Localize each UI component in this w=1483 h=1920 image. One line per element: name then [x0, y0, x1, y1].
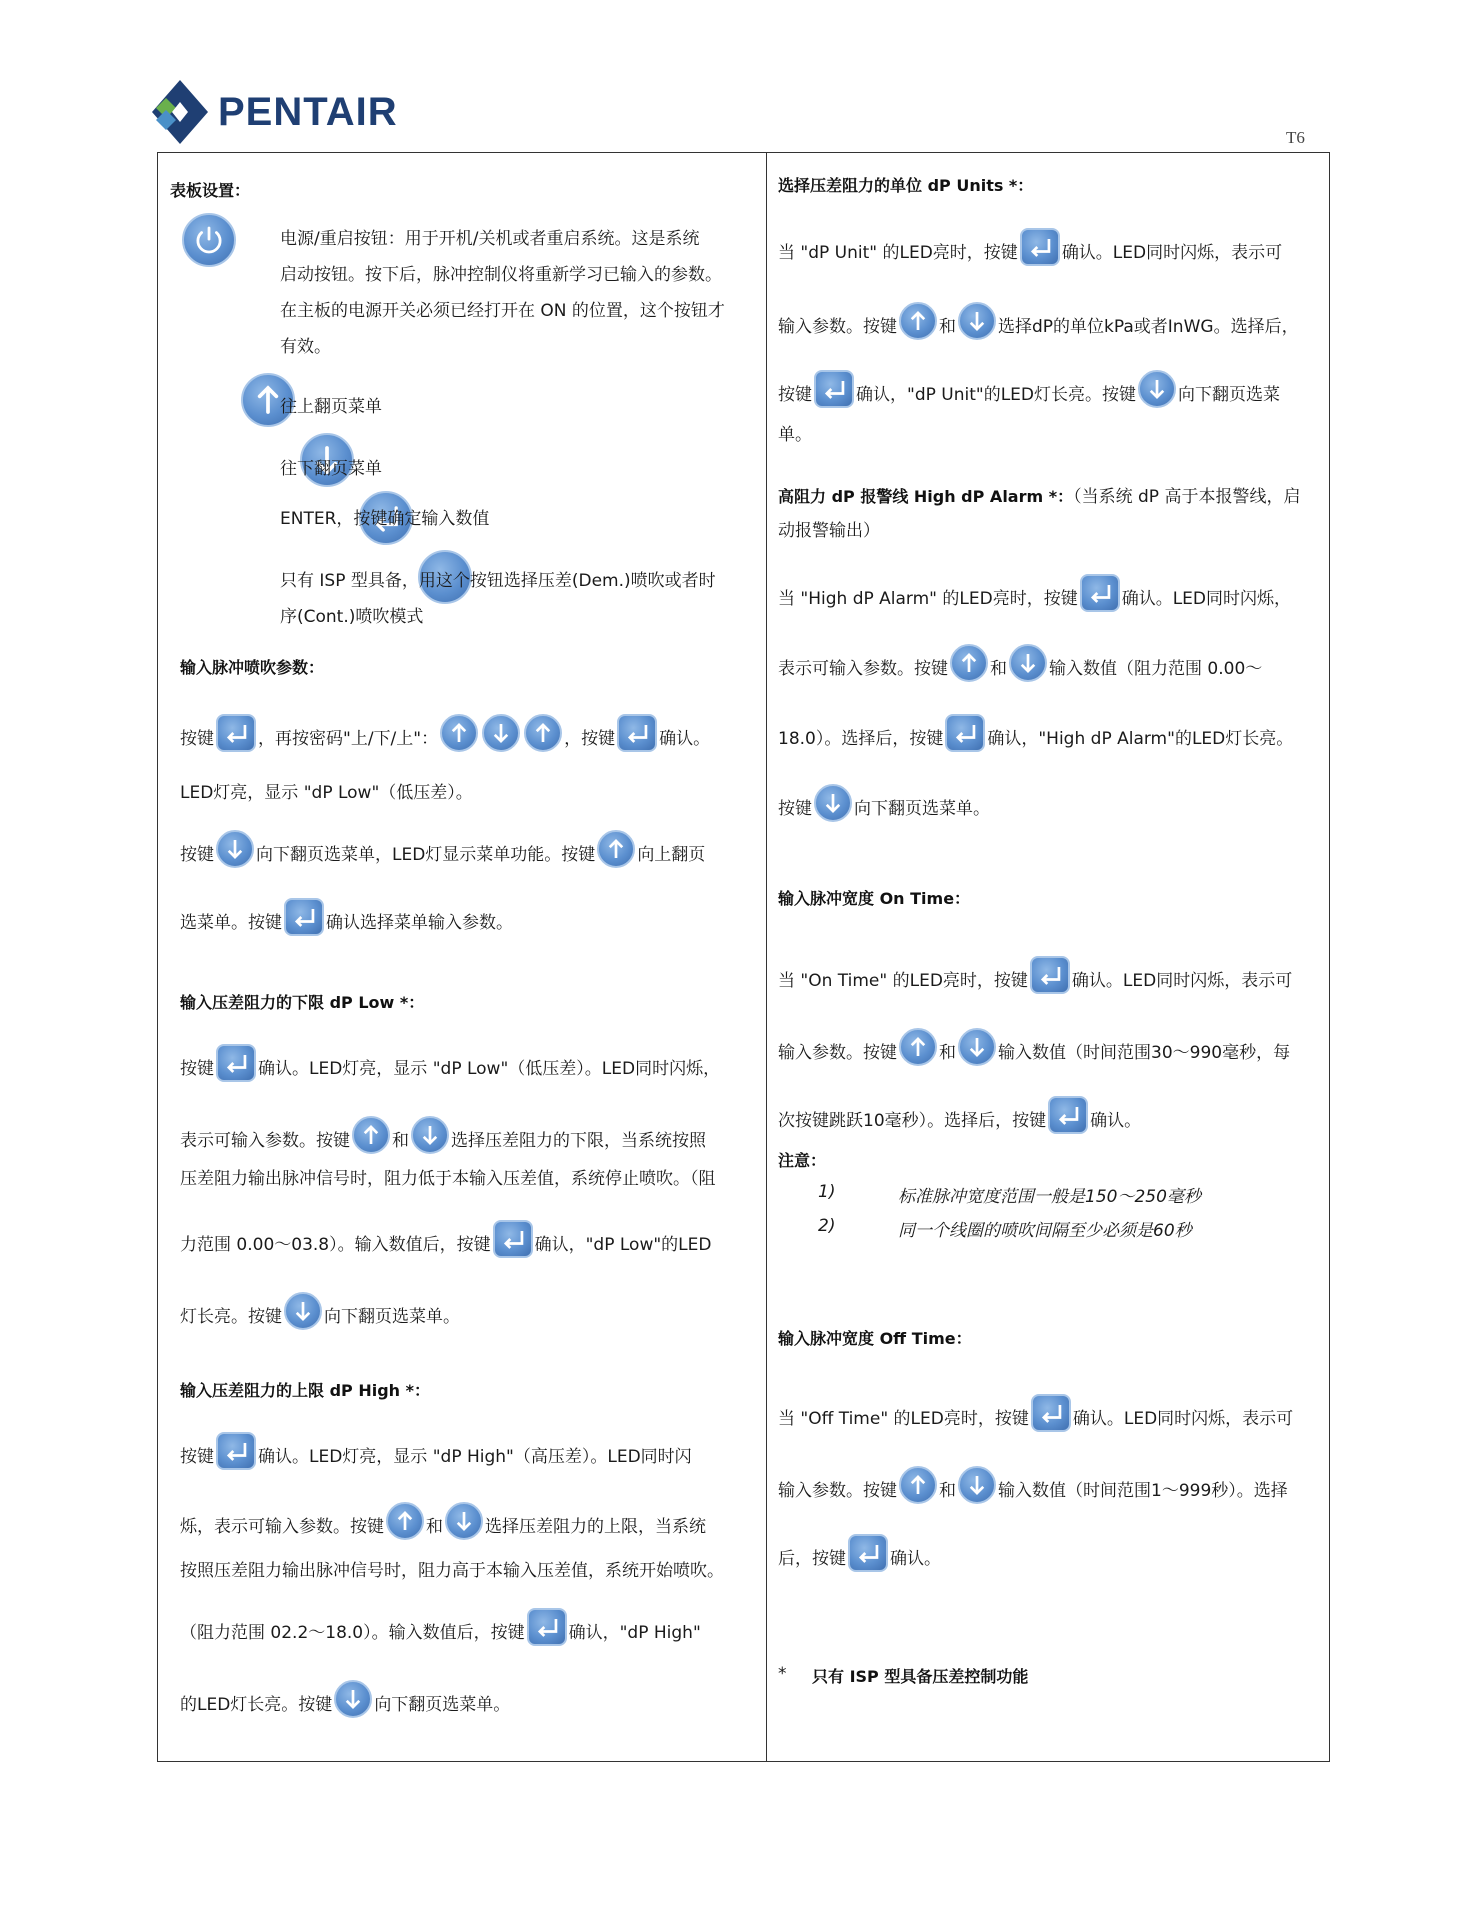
on-2c: 输入数值（时间范围30～990毫秒，每 [998, 1043, 1291, 1063]
down-arrow-icon [445, 1502, 483, 1540]
on-2a: 输入参数。按键 [778, 1043, 897, 1063]
enter-icon [216, 714, 256, 752]
dphigh-4a: （阻力范围 02.2～18.0）。输入数值后，按键 [180, 1623, 525, 1643]
units-line1 [778, 234, 1282, 272]
dphigh-5b: 向下翻页选菜单。 [374, 1695, 511, 1715]
enter-icon [1048, 1096, 1088, 1134]
dplow-1b: 确认。LED灯亮，显示 "dP Low"（低压差）。LED同时闪烁， [258, 1059, 721, 1079]
note-1-text: 标准脉冲宽度范围一般是150～250毫秒 [898, 1187, 1201, 1207]
alarm-4a: 按键 [778, 799, 812, 819]
pulse-1a: 按键 [180, 729, 214, 749]
up-arrow-icon [524, 714, 562, 752]
dplow-2b: 和 [392, 1131, 409, 1151]
up-arrow-icon [899, 302, 937, 340]
up-text: 往上翻页菜单 [280, 397, 382, 417]
heading-panel: 表板设置： [170, 181, 251, 200]
up-arrow-icon [950, 644, 988, 682]
pentair-logo [152, 80, 398, 144]
units-2c: 选择dP的单位kPa或者InWG。选择后， [998, 317, 1299, 337]
on-3a: 次按键跳跃10毫秒）。选择后，按键 [778, 1111, 1047, 1131]
up-arrow-icon [597, 830, 635, 868]
note-1-number: 1) [818, 1182, 836, 1202]
units-2b: 和 [939, 317, 956, 337]
heading-dp-units: 选择压差阻力的单位 dP Units *： [778, 176, 1034, 195]
dplow-line1 [180, 1050, 720, 1088]
pulse-4b: 确认选择菜单输入参数。 [326, 913, 513, 933]
power-text-line1: 电源/重启按钮：用于开机/关机或者重启系统。这是系统 [280, 229, 700, 249]
dphigh-line4 [180, 1614, 701, 1652]
power-button-icon [182, 213, 236, 267]
off-2b: 和 [939, 1481, 956, 1501]
off-line1 [778, 1400, 1293, 1438]
dplow-4b: 确认，"dP Low"的LED [534, 1235, 712, 1255]
off-line2 [778, 1472, 1288, 1510]
isp-text-line1: 只有 ISP 型具备，用这个按钮选择压差(Dem.)喷吹或者时 [280, 571, 716, 591]
column-divider [766, 152, 767, 1762]
enter-text: ENTER，按键确定输入数值 [280, 509, 490, 529]
down-arrow-icon [482, 714, 520, 752]
off-1b: 确认。LED同时闪烁，表示可 [1072, 1409, 1294, 1429]
pulse-3b: 向下翻页选菜单，LED灯显示菜单功能。按键 [256, 845, 596, 865]
alarm-heading-note: （当系统 dP 高于本报警线，启 [1073, 487, 1301, 507]
alarm-2b: 和 [990, 659, 1007, 679]
page-number: T6 [1286, 128, 1305, 147]
heading-high-dp-alarm [778, 482, 1300, 507]
pulse-1d: 确认。 [659, 729, 711, 749]
alarm-3a: 18.0）。选择后，按键 [778, 729, 944, 749]
enter-icon [216, 1044, 256, 1082]
alarm-heading-line2: 动报警输出） [778, 521, 880, 541]
alarm-line3 [778, 720, 1293, 758]
dplow-2a: 表示可输入参数。按键 [180, 1131, 350, 1151]
heading-on-time: 输入脉冲宽度 On Time： [778, 889, 971, 908]
dplow-line2 [180, 1122, 706, 1160]
alarm-line4 [778, 790, 990, 828]
pulse-4a: 选菜单。按键 [180, 913, 282, 933]
on-3b: 确认。 [1090, 1111, 1142, 1131]
footnote-star: * [778, 1664, 787, 1684]
enter-icon [1080, 574, 1120, 612]
pulse-3c: 向上翻页 [637, 845, 706, 865]
footnote-text: 只有 ISP 型具备压差控制功能 [812, 1667, 1029, 1686]
dplow-5a: 灯长亮。按键 [180, 1307, 282, 1327]
pentair-logo-mark [152, 80, 208, 144]
pulse-1b: ，再按密码"上/下/上"： [258, 729, 439, 749]
enter-icon [527, 1608, 567, 1646]
pulse-line2: LED灯亮，显示 "dP Low"（低压差）。 [180, 783, 473, 803]
on-line1 [778, 962, 1292, 1000]
dplow-line5 [180, 1298, 460, 1336]
pulse-3a: 按键 [180, 845, 214, 865]
heading-off-time: 输入脉冲宽度 Off Time： [778, 1329, 972, 1348]
dphigh-1b: 确认。LED灯亮，显示 "dP High"（高压差）。LED同时闪 [258, 1447, 692, 1467]
on-1a: 当 "On Time" 的LED亮时，按键 [778, 971, 1028, 991]
pulse-line1 [180, 720, 710, 758]
brand-name: PENTAIR [218, 89, 398, 134]
power-text-line4: 有效。 [280, 337, 331, 357]
on-1b: 确认。LED同时闪烁，表示可 [1071, 971, 1293, 991]
alarm-line2 [778, 650, 1262, 688]
on-line2 [778, 1034, 1290, 1072]
on-2b: 和 [939, 1043, 956, 1063]
alarm-1a: 当 "High dP Alarm" 的LED亮时，按键 [778, 589, 1078, 609]
dphigh-line2 [180, 1508, 706, 1546]
up-arrow-icon [386, 1502, 424, 1540]
enter-icon [945, 714, 985, 752]
dphigh-2b: 和 [426, 1517, 443, 1537]
enter-icon [1031, 1394, 1071, 1432]
down-arrow-icon [958, 302, 996, 340]
up-arrow-icon [440, 714, 478, 752]
dplow-4a: 力范围 0.00～03.8）。输入数值后，按键 [180, 1235, 491, 1255]
up-arrow-icon [899, 1028, 937, 1066]
off-2a: 输入参数。按键 [778, 1481, 897, 1501]
alarm-heading-bold: 高阻力 dP 报警线 High dP Alarm *： [778, 487, 1074, 506]
units-line2 [778, 308, 1299, 346]
off-3a: 后，按键 [778, 1549, 846, 1569]
isp-text-line2: 序(Cont.)喷吹模式 [280, 607, 424, 627]
units-3b: 确认，"dP Unit"的LED灯长亮。按键 [856, 385, 1136, 405]
down-arrow-icon [958, 1028, 996, 1066]
alarm-4b: 向下翻页选菜单。 [854, 799, 990, 819]
alarm-3b: 确认，"High dP Alarm"的LED灯长亮。 [987, 729, 1294, 749]
units-1a: 当 "dP Unit" 的LED亮时，按键 [778, 243, 1018, 263]
dphigh-2a: 烁，表示可输入参数。按键 [180, 1517, 384, 1537]
units-line3 [778, 376, 1280, 414]
power-text-line3: 在主板的电源开关必须已经打开在 ON 的位置，这个按钮才 [280, 301, 725, 321]
units-3a: 按键 [778, 385, 812, 405]
alarm-2c: 输入数值（阻力范围 0.00～ [1049, 659, 1263, 679]
alarm-line1 [778, 580, 1291, 618]
down-arrow-icon [958, 1466, 996, 1504]
enter-icon [617, 714, 657, 752]
dplow-line3: 压差阻力输出脉冲信号时，阻力低于本输入压差值，系统停止喷吹。（阻 [180, 1169, 716, 1189]
dphigh-5a: 的LED灯长亮。按键 [180, 1695, 333, 1715]
dphigh-line5 [180, 1686, 510, 1724]
off-1a: 当 "Off Time" 的LED亮时，按键 [778, 1409, 1029, 1429]
heading-pulse-params: 输入脉冲喷吹参数： [180, 658, 325, 677]
enter-icon [284, 898, 324, 936]
note-2-text: 同一个线圈的喷吹间隔至少必须是60秒 [898, 1221, 1192, 1241]
note-2-number: 2) [818, 1216, 836, 1236]
up-arrow-icon [352, 1116, 390, 1154]
down-arrow-icon [334, 1680, 372, 1718]
enter-icon [1020, 228, 1060, 266]
dplow-2c: 选择压差阻力的下限，当系统按照 [451, 1131, 706, 1151]
down-arrow-icon [814, 784, 852, 822]
pulse-1c: ，按键 [564, 729, 616, 749]
dphigh-4b: 确认，"dP High" [568, 1623, 701, 1643]
enter-icon [848, 1534, 888, 1572]
heading-dp-high: 输入压差阻力的上限 dP High *： [180, 1381, 430, 1400]
down-arrow-icon [216, 830, 254, 868]
up-arrow-icon [899, 1466, 937, 1504]
enter-icon [1030, 956, 1070, 994]
dplow-1a: 按键 [180, 1059, 214, 1079]
dphigh-line3: 按照压差阻力输出脉冲信号时，阻力高于本输入压差值，系统开始喷吹。 [180, 1561, 724, 1581]
down-arrow-icon [1009, 644, 1047, 682]
alarm-1b: 确认。LED同时闪烁， [1121, 589, 1292, 609]
alarm-2a: 表示可输入参数。按键 [778, 659, 948, 679]
units-line4: 单。 [778, 425, 812, 445]
off-3b: 确认。 [890, 1549, 941, 1569]
enter-icon [216, 1432, 256, 1470]
down-arrow-icon [411, 1116, 449, 1154]
dplow-5b: 向下翻页选菜单。 [324, 1307, 460, 1327]
pulse-line3 [180, 836, 705, 874]
down-arrow-icon [284, 1292, 322, 1330]
dphigh-line1 [180, 1438, 692, 1476]
dphigh-1a: 按键 [180, 1447, 214, 1467]
units-1b: 确认。LED同时闪烁，表示可 [1061, 243, 1283, 263]
heading-dp-low: 输入压差阻力的下限 dP Low *： [180, 993, 425, 1012]
units-3c: 向下翻页选菜 [1178, 385, 1280, 405]
enter-icon [493, 1220, 533, 1258]
dphigh-2c: 选择压差阻力的上限，当系统 [485, 1517, 706, 1537]
power-text-line2: 启动按钮。按下后，脉冲控制仪将重新学习已输入的参数。 [280, 265, 722, 285]
units-2a: 输入参数。按键 [778, 317, 897, 337]
down-arrow-icon [1138, 370, 1176, 408]
pulse-line4 [180, 904, 513, 942]
off-2c: 输入数值（时间范围1～999秒）。选择 [998, 1481, 1288, 1501]
enter-icon [814, 370, 854, 408]
on-line3 [778, 1102, 1141, 1140]
dplow-line4 [180, 1226, 711, 1264]
down-text: 往下翻页菜单 [280, 459, 382, 479]
heading-note: 注意： [778, 1151, 827, 1170]
off-line3 [778, 1540, 941, 1578]
